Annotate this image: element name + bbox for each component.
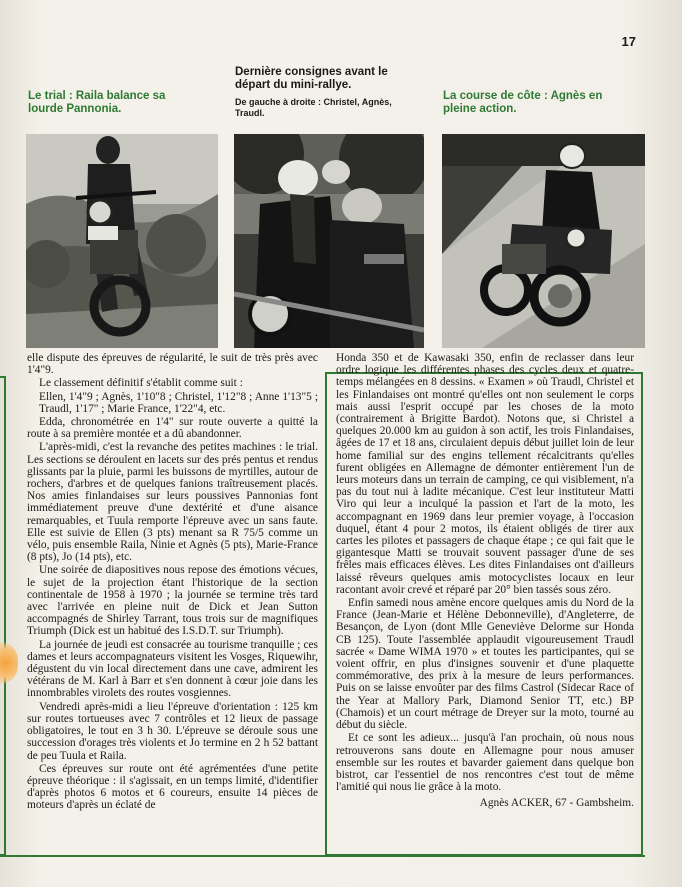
- page-frame-bottom: [0, 855, 645, 857]
- author-signature: Agnès ACKER, 67 - Gambsheim.: [479, 797, 634, 810]
- right-paragraph: Et ce sont les adieux... jusqu'à l'an prochain, où nous nous retrouverons sans doute en Allemagne pour nous amuser ensemble sur les routes et bavarder gaiement dans quelque bon bistrot, car l'essentiel de nos rencontres c'est tout de même l'amitié qui nous lie grâce à la moto.: [336, 732, 634, 794]
- left-paragraph: Ellen, 1'4"9 ; Agnès, 1'10"8 ; Christel, 1'12"8 ; Anne 1'13"5 ; Traudl, 1'17" ; Marie France, 1'22"4, etc.: [39, 390, 318, 415]
- left-paragraph: Une soirée de diapositives nous repose des émotions vécues, le sujet de la projection étant l'historique de la section continentale de 1958 à 1970 ; la journée se termine très tard avec l'arrivée en pleine nuit de Dick et Jean Sutton accompagnés de Shirley Tarrant, tous trois sur de magnifiques Triumph (Dick est un habitué des I.S.D.T. sur Triumph).: [27, 564, 318, 638]
- page-number: 17: [621, 34, 636, 49]
- left-paragraph: La journée de jeudi est consacrée au tourisme tranquille ; ces dames et leurs accompagnateurs visitent les Vosges, Riquewihr, dégustent du vin local directement dans une cave, admirent les vétérans de M. Karl à Barr et s'en donnent à cœur joie dans les innombrables virolets des routes vosgiennes.: [27, 638, 318, 700]
- hillclimb-rider-photo-icon: [442, 134, 645, 348]
- motorcycle-trial-photo-icon: [26, 134, 218, 348]
- briefing-photo: [234, 134, 424, 348]
- caption-center-title: Dernière consignes avant le départ du mini-rallye.: [235, 66, 388, 91]
- caption-right: [443, 90, 633, 116]
- caption-center: [235, 66, 415, 119]
- left-paragraph: Ces épreuves sur route ont été agrémentées d'une petite épreuve théorique : il s'agissait, en un temps limité, d'identifier d'après photos 6 motos et 6 coureurs, ensuite 14 pièces de moteurs d'après un éclaté de: [27, 762, 318, 812]
- caption-left-title: Le trial : Raila balance sa lourde Pannonia.: [28, 90, 166, 115]
- trial-photo: [26, 134, 218, 348]
- caption-left: [28, 90, 198, 116]
- caption-right-title: La course de côte : Agnès en pleine action.: [443, 90, 603, 115]
- left-paragraph: Edda, chronométrée en 1'4" sur route ouverte a quitté la route à sa première montée et a dû abandonner.: [27, 416, 318, 441]
- right-paragraph: Enfin samedi nous amène encore quelques amis du Nord de la France (Jean-Marie et Hélène Debonneville), d'Angleterre, de Besançon, de Lyon (dont Mlle Geneviève Delorme sur Honda CB 125). Toute l'assemblée applaudit vigoureusement Traudl sacrée « Dame WIMA 1970 » et toutes les participantes, qui se voient offrir, en plus d'insignes souvenir et d'une plaquette commémorative, des prix à la mesure de leurs performances. Puis on se laisse envoûter par des films Castrol (Sidecar Race of the Year at Mallory Park, Diamond Senior TT, etc.) BP (Chamois) et un court métrage de Dreyer sur la moto, tourné au début du siècle.: [336, 597, 634, 732]
- hillclimb-photo: [442, 134, 645, 348]
- left-paragraph: Le classement définitif s'établit comme suit :: [39, 377, 243, 390]
- left-paragraph: elle dispute des épreuves de régularité, le suit de très près avec 1'4"9.: [27, 352, 318, 377]
- page-frame-left: [0, 376, 6, 856]
- caption-center-sub: De gauche à droite : Christel, Agnès, Traudl.: [235, 97, 392, 118]
- left-column: [27, 352, 318, 813]
- orange-stain: [0, 642, 18, 684]
- left-paragraph: Vendredi après-midi a lieu l'épreuve d'orientation : 125 km sur routes tortueuses avec 7 contrôles et 12 lieux de passage obligatoires, le tout en 3 h 30. L'épreuve se déroule sous une succession d'orages très violents et Jo termine en 2 h 52 battant de peu Tuula et Raila.: [27, 700, 318, 762]
- left-paragraph: L'après-midi, c'est la revanche des petites machines : le trial. Les sections se déroulent en lacets sur des prés pentus et rendus glissants par la pluie, parmi les buissons de myrtilles, autour de rochers, d'arbres et de quelques fanions traîtreusement placés. Nos amies finlandaises sur leurs poussives Pannonias font immédiatement preuve d'une dextérité et d'une aisance remarquables, et Tuula remporte l'épreuve avec un sans faute. Elle est suivie de Ellen (3 pts) menant sa R 75/5 comme un vélo, puis ensemble Raila, Ninie et Agnès (5 pts), Marie-France (8 pts), Jo (14 pts), etc.: [27, 441, 318, 564]
- right-column: [336, 352, 634, 811]
- riders-briefing-photo-icon: [234, 134, 424, 348]
- right-paragraph: Honda 350 et de Kawasaki 350, enfin de reclasser dans leur ordre logique les différentes phases des cycles deux et quatre-temps mélangées en 8 dessins. « Examen » où Traudl, Christel et les Finlandaises ont montré qu'elles ont non seulement le corps mais aussi l'esprit occupé par les choses de la moto (contrairement à Brigitte Bardot). Notons que, si Christel a quelques 20.000 km au guidon à son actif, les trois Finlandaises, âgées de 17 et 18 ans, circulaient depuis début juillet loin de leur home familial sur des engins tellement récalcitrants qu'elles furent obligées en Allemagne de démonter entièrement l'un de leurs moteurs dans un terrain de camping, ce qui visiblement, n'a pas du tout nui à ladite mécanique. C'est leur instituteur Matti Viro qui leur a inculqué la passion et l'art de la moto, les accompagnant en 1969 dans leur premier voyage, à l'occasion duquel, étant 4 pour 2 motos, ils étaient obligés de tirer aux cartes les pilotes et passagers de chaque étape ; ce qui fait que le gigantesque Matti se trouvait souvent passager d'une de ses frêles mais efficaces élèves. Les dites Finlandaises ont d'ailleurs laissé rêveurs quelques amis motocyclistes locaux en leur racontant avoir crevé et réparé par 20° bien tassés sous zéro.: [336, 352, 634, 596]
